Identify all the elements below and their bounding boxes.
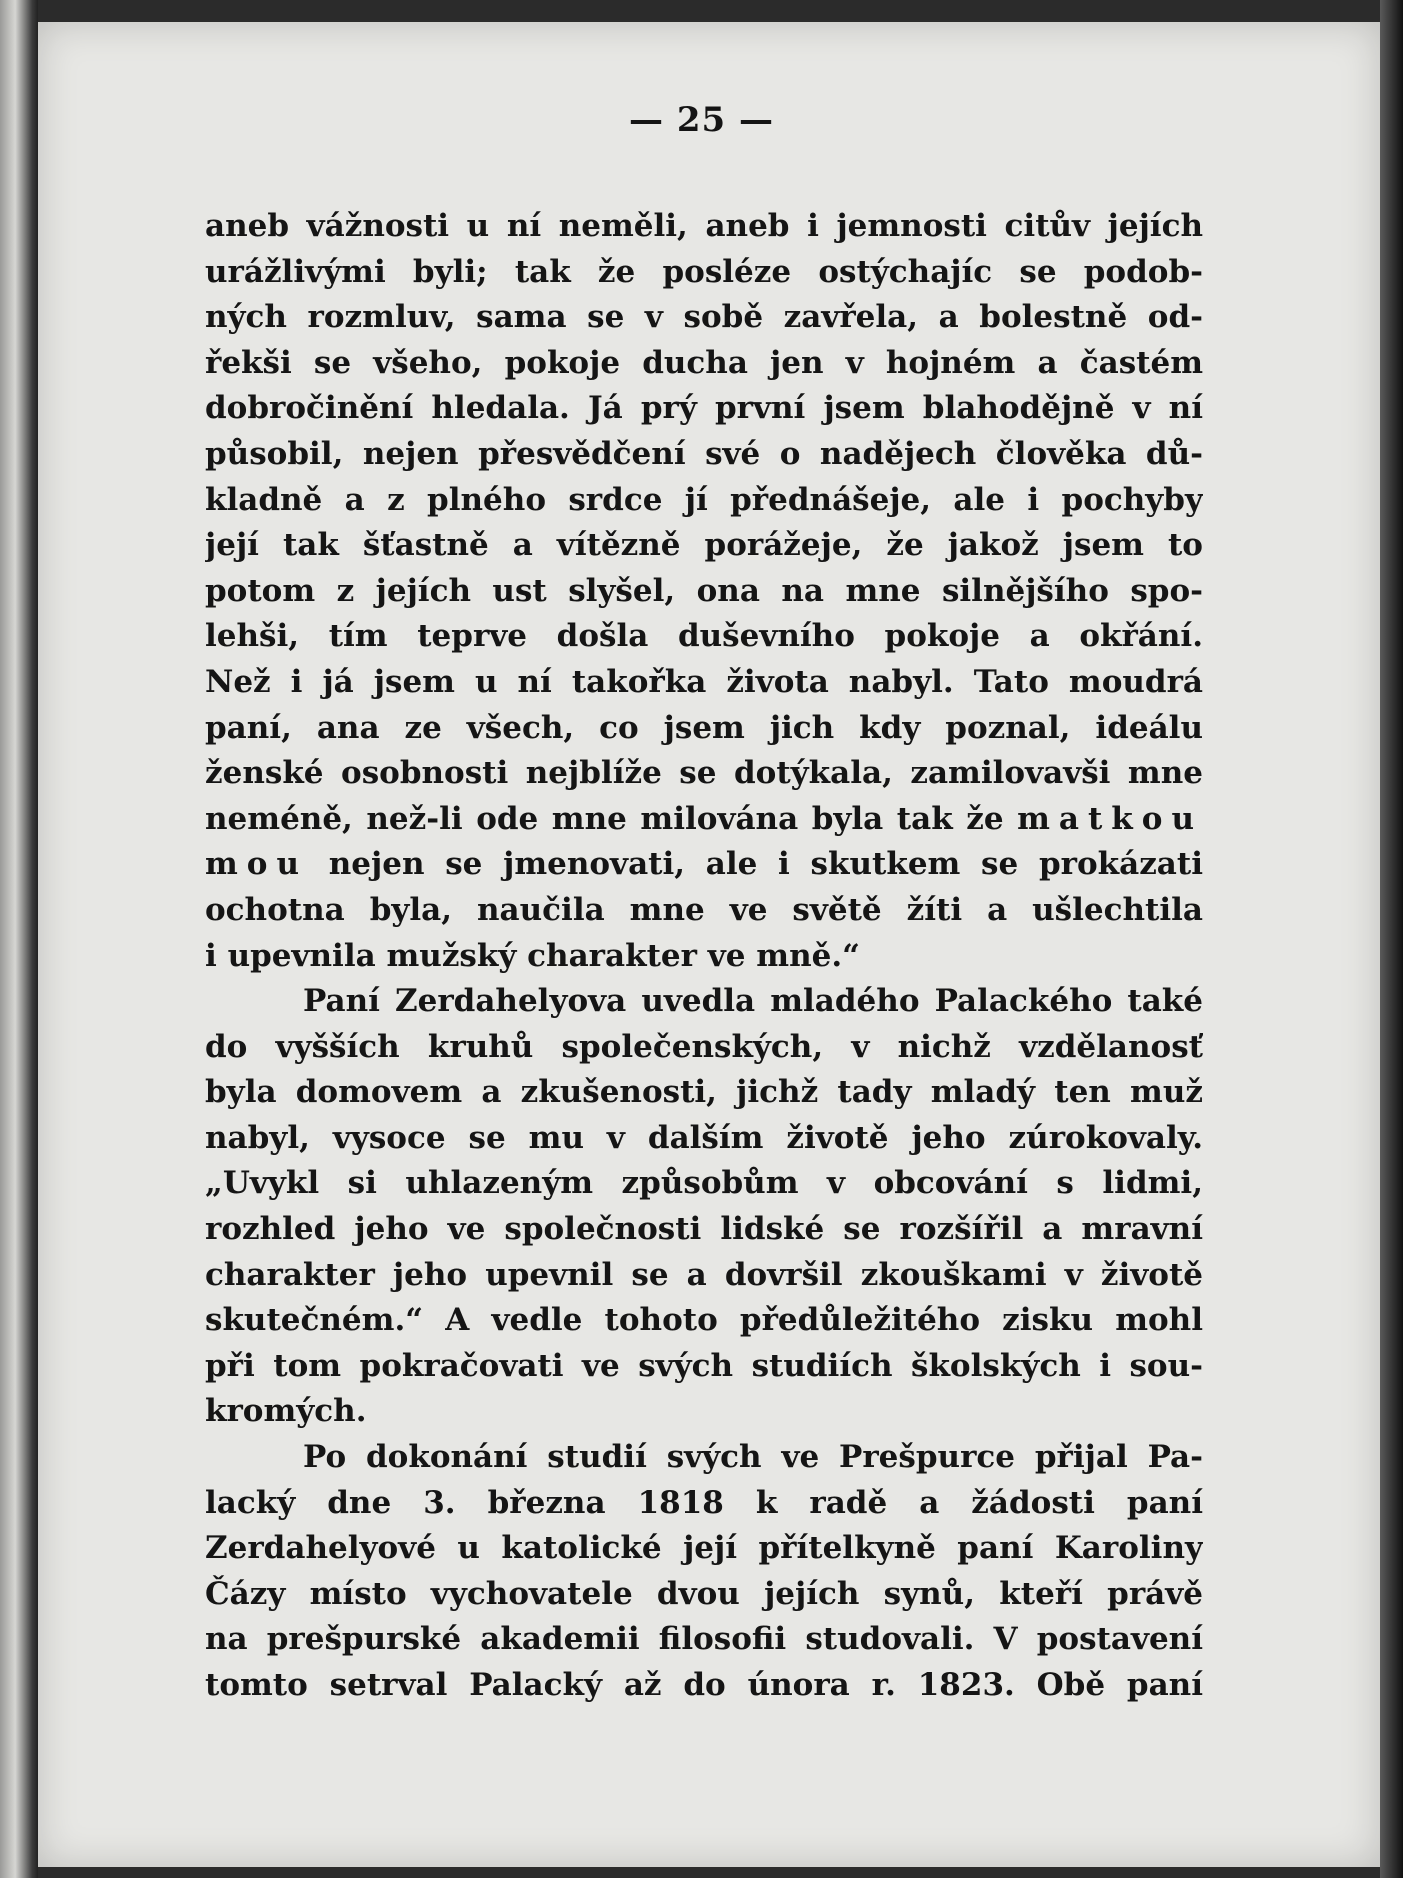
text-line: lacký dne 3. března 1818 k radě a žádosti paní [205, 1484, 1203, 1521]
page-number: — 25 — [629, 100, 774, 140]
text-line-with-emphasis [205, 842, 1203, 888]
text-line: rozhled jeho ve společnosti lidské se rozšířil a mravní [205, 1211, 1203, 1248]
text-fragment: neméně, než-li ode mne milována byla tak že [205, 800, 1004, 837]
text-line: „Uvykl si uhlazeným způsobům v obcování s lidmi, [205, 1165, 1203, 1202]
text-line: Paní Zerdahelyova uvedla mladého Palackého také [303, 983, 1203, 1020]
text-line: tomto setrval Palacký až do února r. 1823. Obě paní [205, 1667, 1203, 1703]
text-line: Čázy místo vychovatele dvou jejích synů, kteří právě [205, 1575, 1203, 1612]
text-line: do vyšších kruhů společenských, v nichž vzdělanosť [205, 1028, 1203, 1065]
emphasized-word: mou [205, 846, 309, 883]
text-line: Po dokonání studií svých ve Prešpurce přijal Pa- [303, 1439, 1203, 1476]
text-line: urážlivými byli; tak že posléze ostýchajíc se podob- [205, 253, 1203, 290]
page-text [205, 204, 1203, 1709]
text-line: působil, nejen přesvědčení své o nadějech člověka dů- [205, 435, 1203, 472]
text-line: ochotna byla, naučila mne ve světě žíti a ušlechtila [205, 891, 1203, 928]
text-line: dobročinění hledala. Já prý první jsem blahodějně v ní [205, 390, 1203, 427]
text-line: byla domovem a zkušenosti, jichž tady mladý ten muž [205, 1074, 1203, 1111]
text-line-with-emphasis [205, 797, 1203, 843]
text-line: aneb vážnosti u ní neměli, aneb i jemnosti citův jejích [205, 208, 1203, 244]
text-line: charakter jeho upevnil se a dovršil zkouškami v životě [205, 1256, 1203, 1293]
text-line: skutečném.“ A vedle tohoto předůležitého zisku mohl [205, 1302, 1203, 1339]
text-line: paní, ana ze všech, co jsem jich kdy poznal, ideálu [205, 709, 1203, 746]
text-line: nabyl, vysoce se mu v dalším životě jeho zúrokovaly. [205, 1119, 1203, 1156]
text-line: na prešpurské akademii filosofii studovali. V postavení [205, 1621, 1203, 1658]
text-fragment: nejen se jmenovati, ale i skutkem se prokázati [328, 846, 1203, 883]
text-line: při tom pokračovati ve svých studiích školských i sou- [205, 1347, 1203, 1384]
text-line: kromých. [205, 1393, 367, 1430]
text-line: ženské osobnosti nejblíže se dotýkala, zamilovavši mne [205, 755, 1203, 792]
book-gutter-edge [0, 0, 38, 1878]
text-line: její tak šťastně a vítězně porážeje, že jakož jsem to [205, 527, 1203, 564]
emphasized-word: matkou [1017, 800, 1203, 837]
text-line: i upevnila mužský charakter ve mně.“ [205, 937, 860, 974]
book-right-edge [1380, 0, 1403, 1878]
text-line: potom z jejích ust slyšel, ona na mne silnějšího spo- [205, 572, 1203, 609]
text-line: Zerdahelyové u katolické její přítelkyně paní Karoliny [205, 1530, 1203, 1567]
text-line: ných rozmluv, sama se v sobě zavřela, a bolestně od- [205, 299, 1203, 336]
text-line: řekši se všeho, pokoje ducha jen v hojném a častém [205, 344, 1203, 381]
text-line: kladně a z plného srdce jí přednášeje, ale i pochyby [205, 481, 1203, 518]
text-line: lehši, tím teprve došla duševního pokoje a okřání. [205, 618, 1203, 655]
text-line: Než i já jsem u ní takořka života nabyl. Tato moudrá [205, 663, 1203, 700]
